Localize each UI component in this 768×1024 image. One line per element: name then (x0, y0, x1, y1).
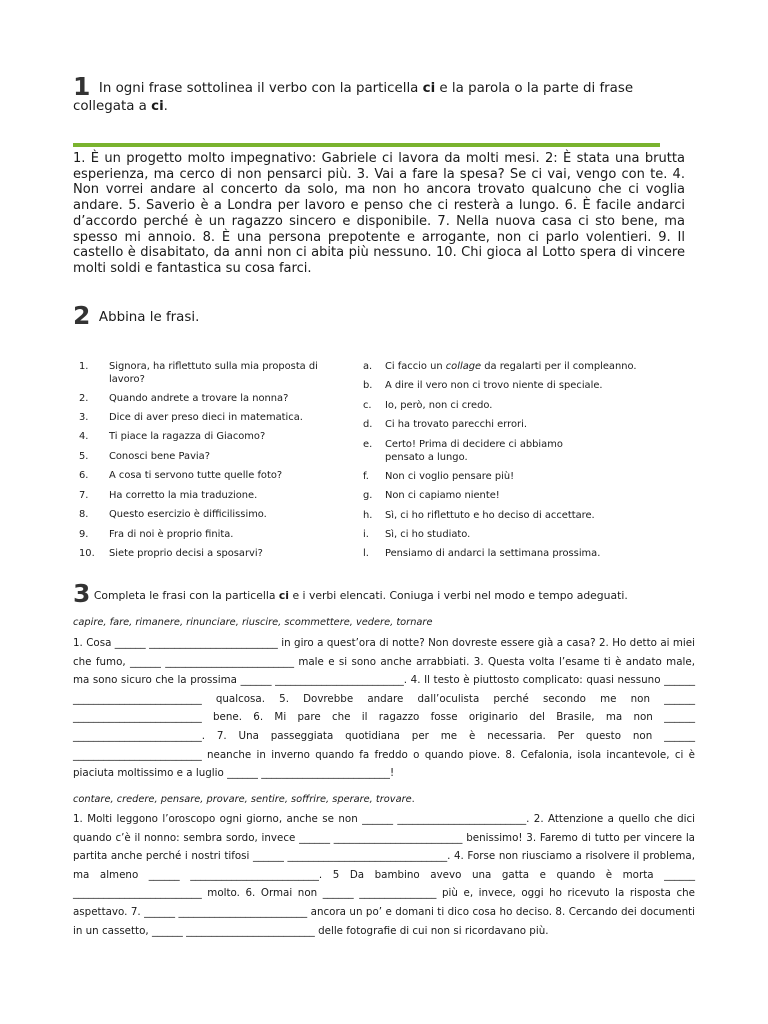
item-text: Fra di noi è proprio finita. (109, 529, 234, 540)
item-number: 7. (79, 490, 89, 501)
instruction-bold: ci (151, 99, 164, 114)
item-text: A cosa ti servono tutte quelle foto? (109, 470, 283, 481)
item-number: 10. (79, 548, 95, 559)
item-number: 9. (79, 529, 89, 540)
verb-list-a: capire, fare, rimanere, rinunciare, riuscire, scommettere, vedere, tornare (73, 617, 433, 628)
item-text: Io, però, non ci credo. (385, 400, 493, 411)
item-letter: f. (363, 471, 369, 482)
exercise-1-heading (73, 72, 683, 116)
item-text: Conosci bene Pavia? (109, 451, 210, 462)
exercise-number: 3 (73, 579, 91, 608)
item-text: Ci faccio un collage da regalarti per il compleanno. (385, 361, 637, 372)
exercise-2-heading (73, 301, 683, 330)
exercise-3-heading (73, 579, 683, 608)
exercise-number: 1 (73, 72, 91, 101)
instruction-text: Abbina le frasi. (98, 310, 200, 325)
item-letter: h. (363, 510, 373, 521)
item-letter: b. (363, 380, 373, 391)
item-number: 4. (79, 431, 89, 442)
item-number: 1. (79, 361, 89, 372)
item-number: 6. (79, 470, 89, 481)
exercise-3-text-a: 1. Cosa ______ _________________________ in giro a quest’ora di notte? Non dovreste essere già a casa? 2. Ho detto ai miei che fumo, ______ _________________________ male e si sono anche arrabbiati. 3. Questa volta l’esame ti è andato male, ma sono sicuro che la prossima ______ _________________________. 4. Il testo è piuttosto complicato: quasi nessuno ______ _________________________ qualcosa. 5. Dovrebbe andare dall’oculista perché secondo me non ______ _________________________ bene. 6. Mi pare che il ragazzo fosse originario del Brasile, ma non ______ _________________________. 7. Una passeggiata quotidiana per me è necessaria. Per questo non ______ _________________________ neanche in inverno quando fa freddo o quando piove. 8. Cefalonia, isola incantevole, ci è piaciuta moltissimo e a luglio ______ _________________________! (73, 637, 695, 780)
instruction-bold: ci (422, 81, 436, 96)
item-text: Pensiamo di andarci la settimana prossima. (385, 548, 601, 559)
item-letter: c. (363, 400, 372, 411)
item-text: Sì, ci ho studiato. (385, 529, 471, 540)
item-text: Ti piace la ragazza di Giacomo? (109, 431, 266, 442)
item-letter: a. (363, 361, 373, 372)
item-letter: e. (363, 439, 373, 450)
instruction-text: In ogni frase sottolinea il verbo con la particella (98, 81, 423, 96)
item-letter: l. (363, 548, 369, 559)
item-text: Ci ha trovato parecchi errori. (385, 419, 527, 430)
item-text: Sì, ci ho riflettuto e ho deciso di accettare. (385, 510, 595, 521)
verb-list-b: contare, credere, pensare, provare, sentire, soffrire, sperare, trovare. (73, 794, 415, 805)
item-number: 3. (79, 412, 89, 423)
item-number: 5. (79, 451, 89, 462)
instruction-text: e i verbi elencati. Coniuga i verbi nel modo e tempo adeguati. (289, 589, 628, 602)
item-number: 2. (79, 393, 89, 404)
item-text: Certo! Prima di decidere ci abbiamo pensato a lungo. (385, 439, 563, 463)
item-number: 8. (79, 509, 89, 520)
item-text: Quando andrete a trovare la nonna? (109, 393, 289, 404)
item-text: Dice di aver preso dieci in matematica. (109, 412, 303, 423)
instruction-bold: ci (278, 589, 290, 602)
exercise-number: 2 (73, 301, 91, 330)
item-text: Ha corretto la mia traduzione. (109, 490, 258, 501)
item-letter: d. (363, 419, 373, 430)
item-letter: i. (363, 529, 369, 540)
item-text: A dire il vero non ci trovo niente di speciale. (385, 380, 603, 391)
item-text: Non ci voglio pensare più! (385, 471, 515, 482)
item-text: Signora, ha riflettuto sulla mia proposta di lavoro? (109, 361, 318, 385)
exercise-1-text: 1. È un progetto molto impegnativo: Gabriele ci lavora da molti mesi. 2: È stata una brutta esperienza, ma cerco di non pensarci più. 3. Vai a fare la spesa? Se ci vai, vengo con te. 4. Non vorrei andare al concerto da solo, ma non ho ancora trovato qualcuno che ci voglia andare. 5. Saverio è a Londra per lavoro e penso che ci resterà a lungo. 6. È facile andarci d’accordo perché è un ragazzo sincero e disponibile. 7. Nella nuova casa ci sto bene, ma spesso mi annoio. 8. È una persona prepotente e arrogante, non ci parlo volentieri. 9. Il castello è disabitato, da anni non ci abita più nessuno. 10. Chi gioca al Lotto spera di vincere molti soldi e fantastica su cosa farci. (73, 151, 685, 276)
item-text: Non ci capiamo niente! (385, 490, 500, 501)
instruction-text: Completa le frasi con la particella (93, 589, 279, 602)
instruction-text: e la parola o la parte di frase collegata a (73, 81, 634, 114)
item-letter: g. (363, 490, 373, 501)
instruction-text: . (163, 99, 168, 114)
item-text: Questo esercizio è difficilissimo. (109, 509, 267, 520)
green-divider (73, 143, 660, 147)
item-text: Siete proprio decisi a sposarvi? (109, 548, 263, 559)
exercise-3-text-b: 1. Molti leggono l’oroscopo ogni giorno, anche se non ______ _________________________. 2. Attenzione a quello che dici quando c’è il nonno: sembra sordo, invece ______ _________________________ benissimo! 3. Faremo di tutto per vincere la partita anche perché i nostri tifosi ______ _______________________________. 4. Forse non riusciamo a risolvere il problema, ma almeno ______ _________________________. 5 Da bambino avevo una gatta e quando è morta ______ _________________________ molto. 6. Ormai non ______ _______________ più e, invece, oggi ho ricevuto la risposta che aspettavo. 7. ______ _________________________ ancora un po’ e domani ti dico cosa ho deciso. 8. Cercando dei documenti in un cassetto, ______ _________________________ delle fotografie di cui non si ricordavano più. (73, 813, 695, 937)
